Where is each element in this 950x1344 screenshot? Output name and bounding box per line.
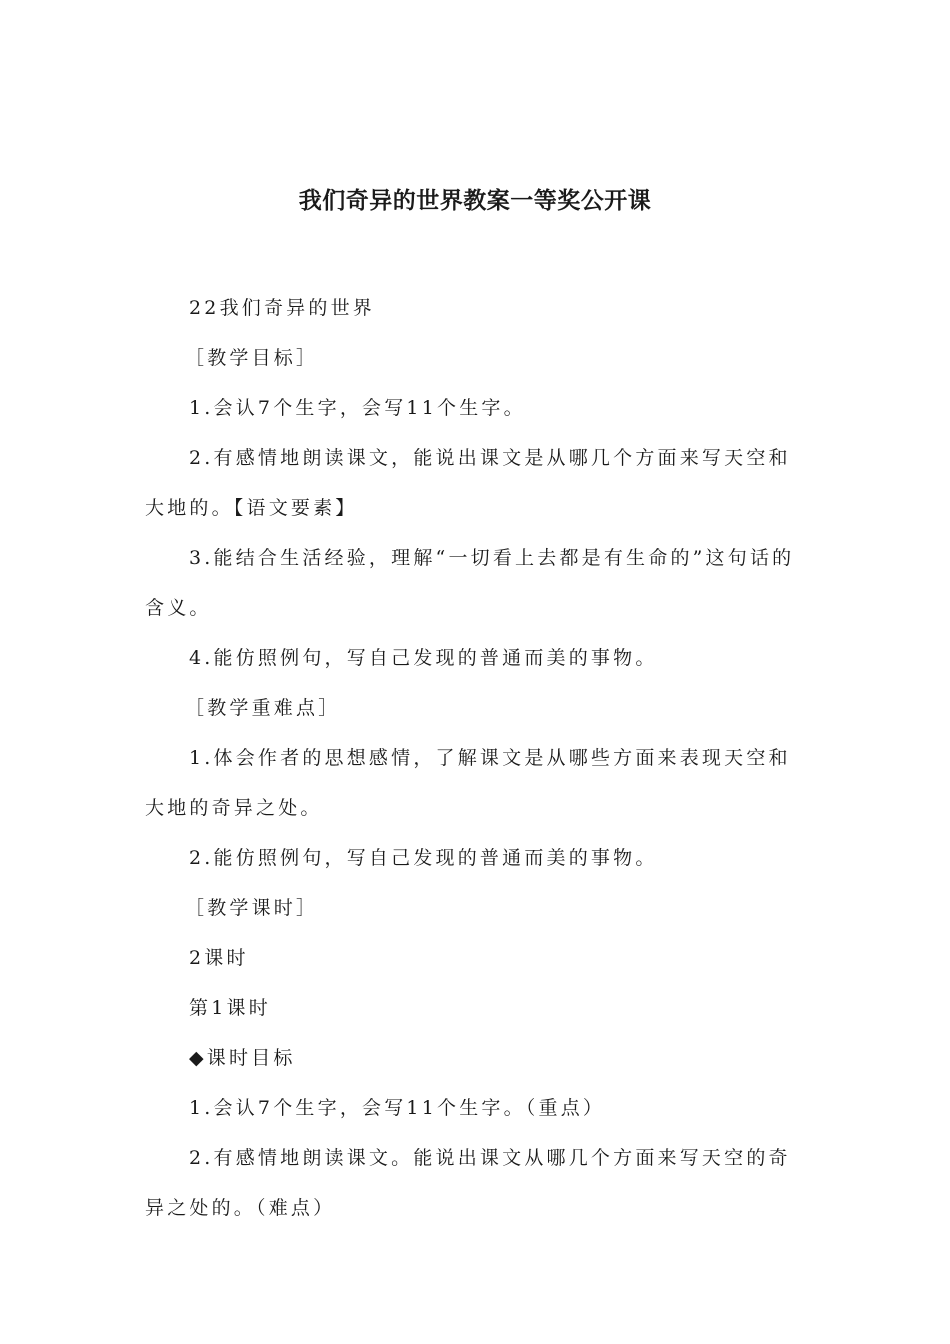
key-point-item-1: 1.体会作者的思想感情，了解课文是从哪些方面来表现天空和大地的奇异之处。 [145, 747, 791, 819]
section-heading-objectives: ［教学目标］ [185, 347, 319, 369]
objective-item-3: 3.能结合生活经验，理解“一切看上去都是有生命的”这句话的含义。 [145, 547, 795, 619]
period-objectives-heading: ◆课时目标 [189, 1047, 296, 1069]
section-heading-key-points: ［教学重难点］ [185, 697, 341, 719]
objective-item-4: 4.能仿照例句，写自己发现的普通而美的事物。 [189, 647, 658, 669]
objective-item-2: 2.有感情地朗读课文，能说出课文是从哪几个方面来写天空和大地的。【语文要素】 [145, 447, 791, 519]
period-objective-item-1: 1.会认7个生字，会写11个生字。（重点） [189, 1097, 606, 1119]
periods-count: 2课时 [189, 947, 249, 969]
lesson-heading: 22我们奇异的世界 [189, 297, 375, 319]
period-heading: 第1课时 [189, 997, 271, 1019]
section-heading-periods: ［教学课时］ [185, 897, 319, 919]
period-objective-item-2: 2.有感情地朗读课文。能说出课文从哪几个方面来写天空的奇异之处的。（难点） [145, 1147, 791, 1219]
document-body [145, 283, 805, 1233]
objective-item-1: 1.会认7个生字，会写11个生字。 [189, 397, 526, 419]
document-title: 我们奇异的世界教案一等奖公开课 [298, 188, 652, 214]
key-point-item-2: 2.能仿照例句，写自己发现的普通而美的事物。 [189, 847, 658, 869]
